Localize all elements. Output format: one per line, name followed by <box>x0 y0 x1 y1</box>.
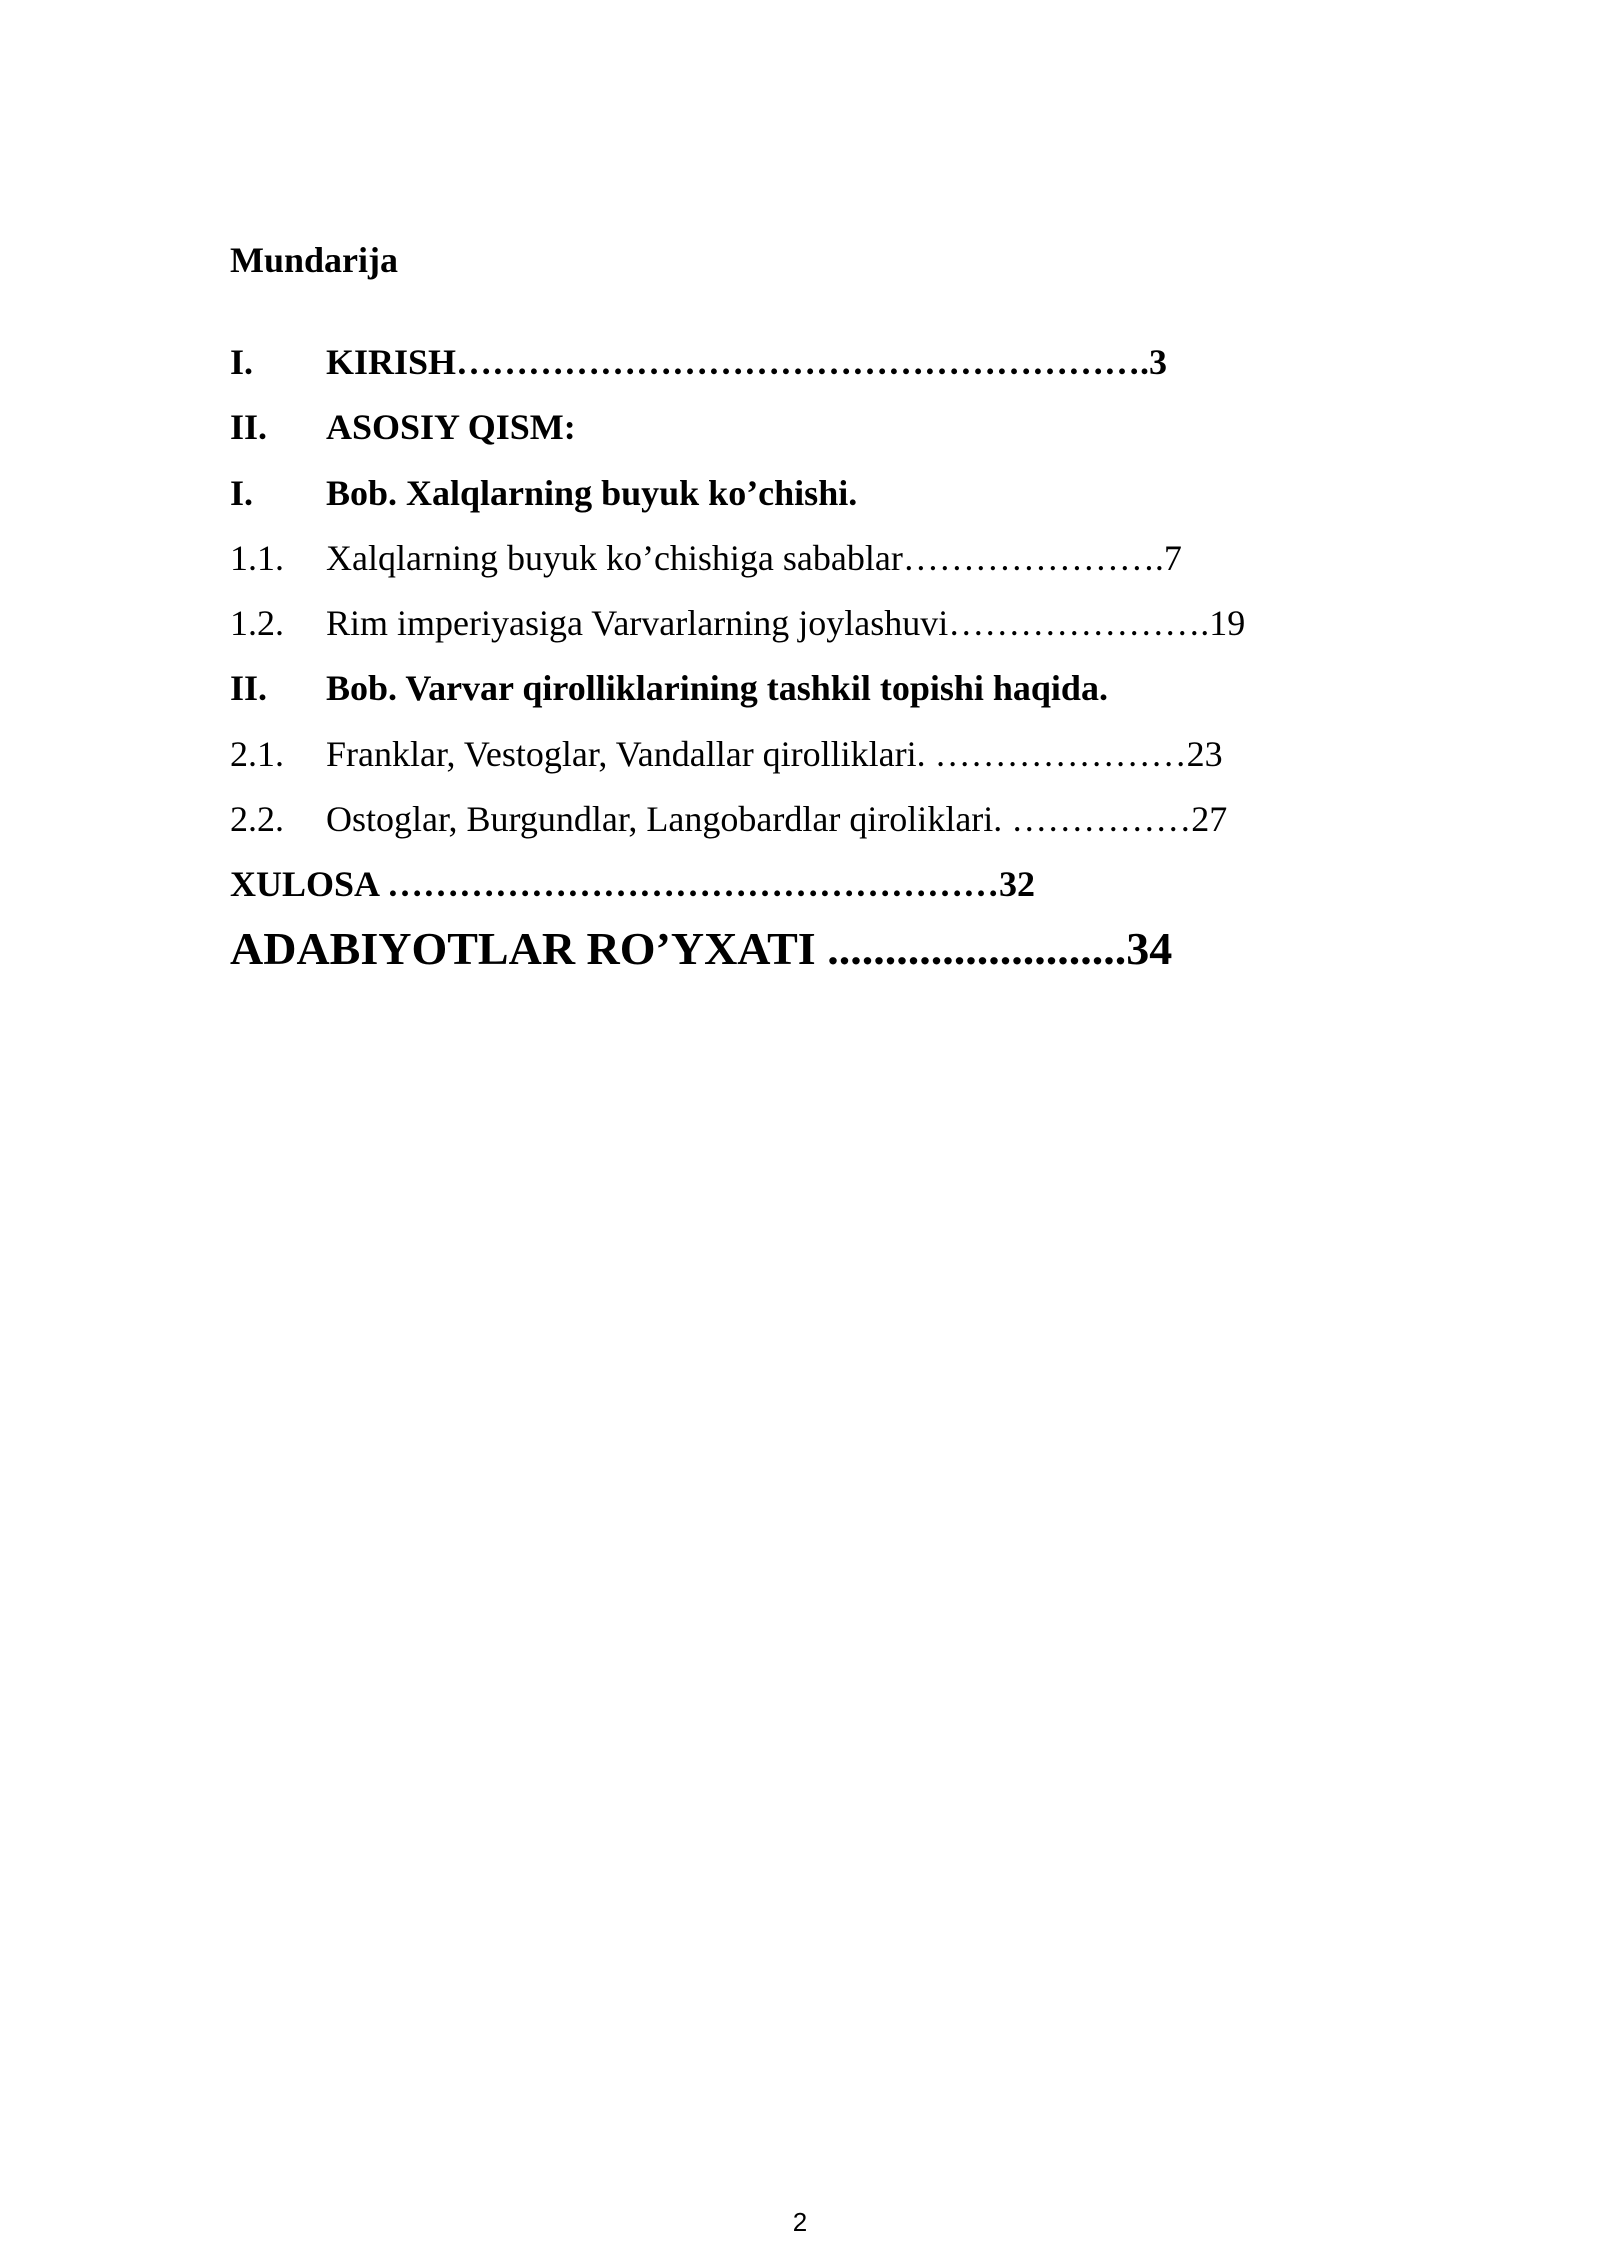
toc-entry-number: 2.1. <box>230 733 284 774</box>
toc-entry-text: KIRISH………………………………………………….3 <box>326 342 1168 382</box>
toc-entry-number: II. <box>230 407 268 448</box>
toc-entry-section-2-1[interactable] <box>230 732 1430 797</box>
toc-entry-text: Franklar, Vestoglar, Vandallar qirolliklari. …………………23 <box>326 733 1223 774</box>
toc-entry-section-1-2[interactable] <box>230 601 1430 666</box>
toc-entry-number: I. <box>230 472 254 513</box>
toc-heading: Mundarija <box>230 240 399 280</box>
toc-entry-chapter-2[interactable] <box>230 666 1430 731</box>
table-of-contents <box>230 340 1430 992</box>
toc-entry-section-2-2[interactable] <box>230 797 1430 862</box>
toc-entry-asosiy-qism[interactable] <box>230 405 1430 470</box>
toc-entry-adabiyotlar[interactable] <box>230 922 1430 992</box>
toc-entry-text: ASOSIY QISM: <box>326 407 576 448</box>
toc-entry-chapter-1[interactable] <box>230 471 1430 536</box>
toc-entry-number: 1.1. <box>230 537 284 578</box>
toc-entry-number: II. <box>230 668 268 709</box>
toc-entry-number: 2.2. <box>230 799 284 840</box>
toc-entry-text: Ostoglar, Burgundlar, Langobardlar qiroliklari. ……………27 <box>326 799 1228 840</box>
toc-entry-text: XULOSA ……………………………………………32 <box>230 864 1036 905</box>
page-number: 2 <box>792 2207 808 2237</box>
toc-entry-section-1-1[interactable] <box>230 536 1430 601</box>
toc-entry-text: ADABIYOTLAR RO’YXATI ..........................34 <box>230 922 1173 974</box>
toc-entry-text: Xalqlarning buyuk ko’chishiga sabablar………………….7 <box>326 537 1182 578</box>
toc-entry-number: 1.2. <box>230 603 284 644</box>
toc-entry-text: Bob. Xalqlarning buyuk ko’chishi. <box>326 472 858 513</box>
toc-entry-number: I. <box>230 342 254 382</box>
toc-entry-xulosa[interactable] <box>230 862 1430 927</box>
toc-entry-text: Bob. Varvar qirolliklarining tashkil topishi haqida. <box>326 668 1108 709</box>
toc-entry-kirish[interactable] <box>230 340 1430 405</box>
toc-entry-text: Rim imperiyasiga Varvarlarning joylashuvi………………….19 <box>326 603 1246 644</box>
